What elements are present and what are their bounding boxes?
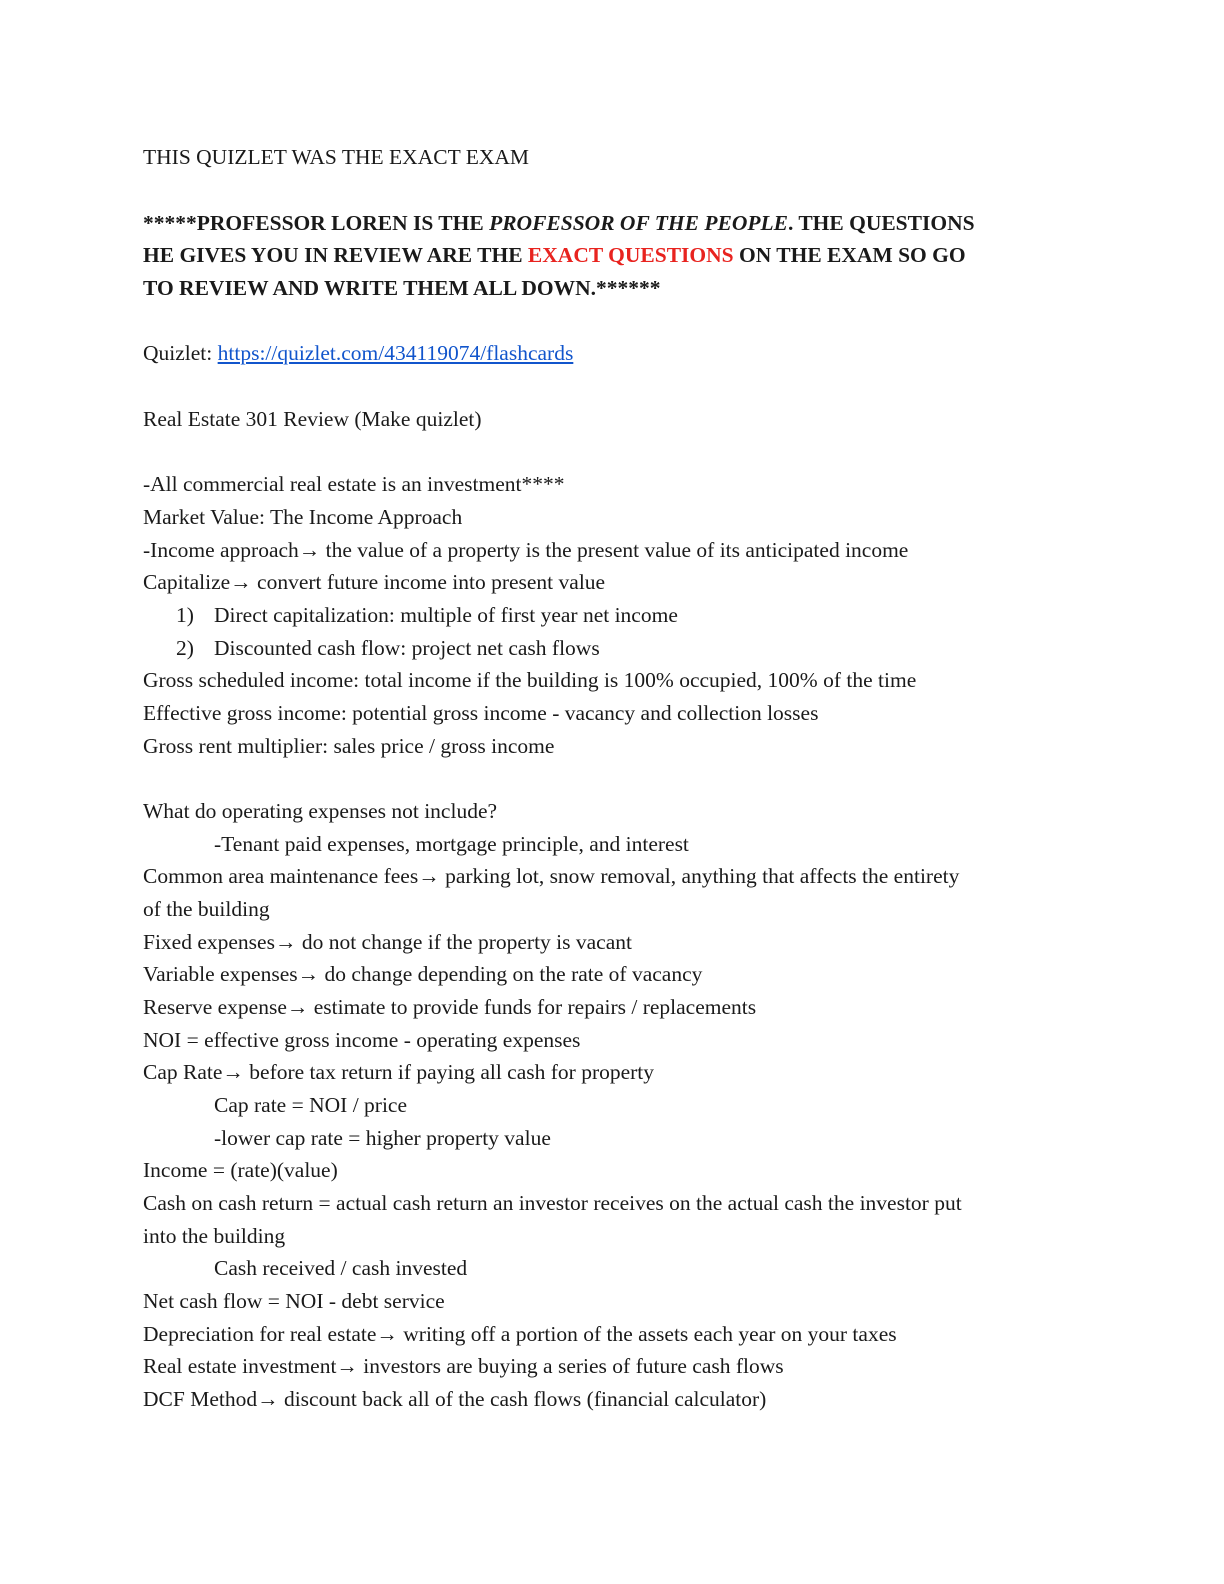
notice-mid: . THE QUESTIONS bbox=[787, 211, 975, 235]
notice-prefix: *****PROFESSOR LOREN IS THE bbox=[143, 211, 490, 235]
text-line: Cap Rate→ before tax return if paying all cash for property bbox=[143, 1060, 655, 1084]
list-number: 1) bbox=[176, 603, 194, 627]
text-line: What do operating expenses not include? bbox=[143, 799, 498, 823]
quizlet-label: Quizlet: bbox=[143, 341, 218, 365]
text-line: NOI = effective gross income - operating expenses bbox=[143, 1028, 581, 1052]
notice-line-1 bbox=[143, 207, 975, 239]
review-title: Real Estate 301 Review (Make quizlet) bbox=[143, 407, 482, 431]
list-number: 2) bbox=[176, 636, 194, 660]
notice-line2-post: ON THE EXAM SO GO bbox=[733, 243, 966, 267]
notice-line-2 bbox=[143, 239, 966, 271]
text-line: Real estate investment→ investors are buying a series of future cash flows bbox=[143, 1354, 784, 1378]
text-line: Market Value: The Income Approach bbox=[143, 505, 463, 529]
text-line: Common area maintenance fees→ parking lot, snow removal, anything that affects the entirety bbox=[143, 864, 960, 888]
text-line: Fixed expenses→ do not change if the property is vacant bbox=[143, 930, 632, 954]
text-line: Depreciation for real estate→ writing off a portion of the assets each year on your taxes bbox=[143, 1322, 897, 1346]
notice-line2-pre: HE GIVES YOU IN REVIEW ARE THE bbox=[143, 243, 528, 267]
text-line: Capitalize→ convert future income into present value bbox=[143, 570, 606, 594]
notice-highlight: EXACT QUESTIONS bbox=[527, 243, 734, 267]
text-line: of the building bbox=[143, 897, 270, 921]
list-text: Direct capitalization: multiple of first year net income bbox=[214, 603, 678, 627]
text-line: DCF Method→ discount back all of the cash flows (financial calculator) bbox=[143, 1387, 767, 1411]
text-line: Cash on cash return = actual cash return an investor receives on the actual cash the investor put bbox=[143, 1191, 962, 1215]
notice-emphasis: PROFESSOR OF THE PEOPLE bbox=[489, 211, 788, 235]
list-item bbox=[176, 632, 600, 664]
quizlet-line bbox=[143, 337, 573, 369]
text-line: Variable expenses→ do change depending on the rate of vacancy bbox=[143, 962, 703, 986]
text-line: Cash received / cash invested bbox=[214, 1256, 468, 1280]
text-line: Gross scheduled income: total income if the building is 100% occupied, 100% of the time bbox=[143, 668, 917, 692]
text-line: Net cash flow = NOI - debt service bbox=[143, 1289, 445, 1313]
text-line: -lower cap rate = higher property value bbox=[214, 1126, 551, 1150]
notice-line-3: TO REVIEW AND WRITE THEM ALL DOWN.****** bbox=[143, 276, 661, 300]
page-heading: THIS QUIZLET WAS THE EXACT EXAM bbox=[143, 145, 529, 169]
text-line: -Tenant paid expenses, mortgage principle, and interest bbox=[214, 832, 689, 856]
text-line: Effective gross income: potential gross income - vacancy and collection losses bbox=[143, 701, 819, 725]
text-line: Gross rent multiplier: sales price / gross income bbox=[143, 734, 555, 758]
text-line: into the building bbox=[143, 1224, 286, 1248]
text-line: Cap rate = NOI / price bbox=[214, 1093, 408, 1117]
text-line: -Income approach→ the value of a property is the present value of its anticipated income bbox=[143, 538, 909, 562]
text-line: -All commercial real estate is an investment**** bbox=[143, 472, 565, 496]
text-line: Income = (rate)(value) bbox=[143, 1158, 338, 1182]
list-item bbox=[176, 599, 678, 631]
text-line: Reserve expense→ estimate to provide funds for repairs / replacements bbox=[143, 995, 757, 1019]
quizlet-link[interactable]: https://quizlet.com/434119074/flashcards bbox=[217, 341, 574, 365]
list-text: Discounted cash flow: project net cash flows bbox=[214, 636, 600, 660]
